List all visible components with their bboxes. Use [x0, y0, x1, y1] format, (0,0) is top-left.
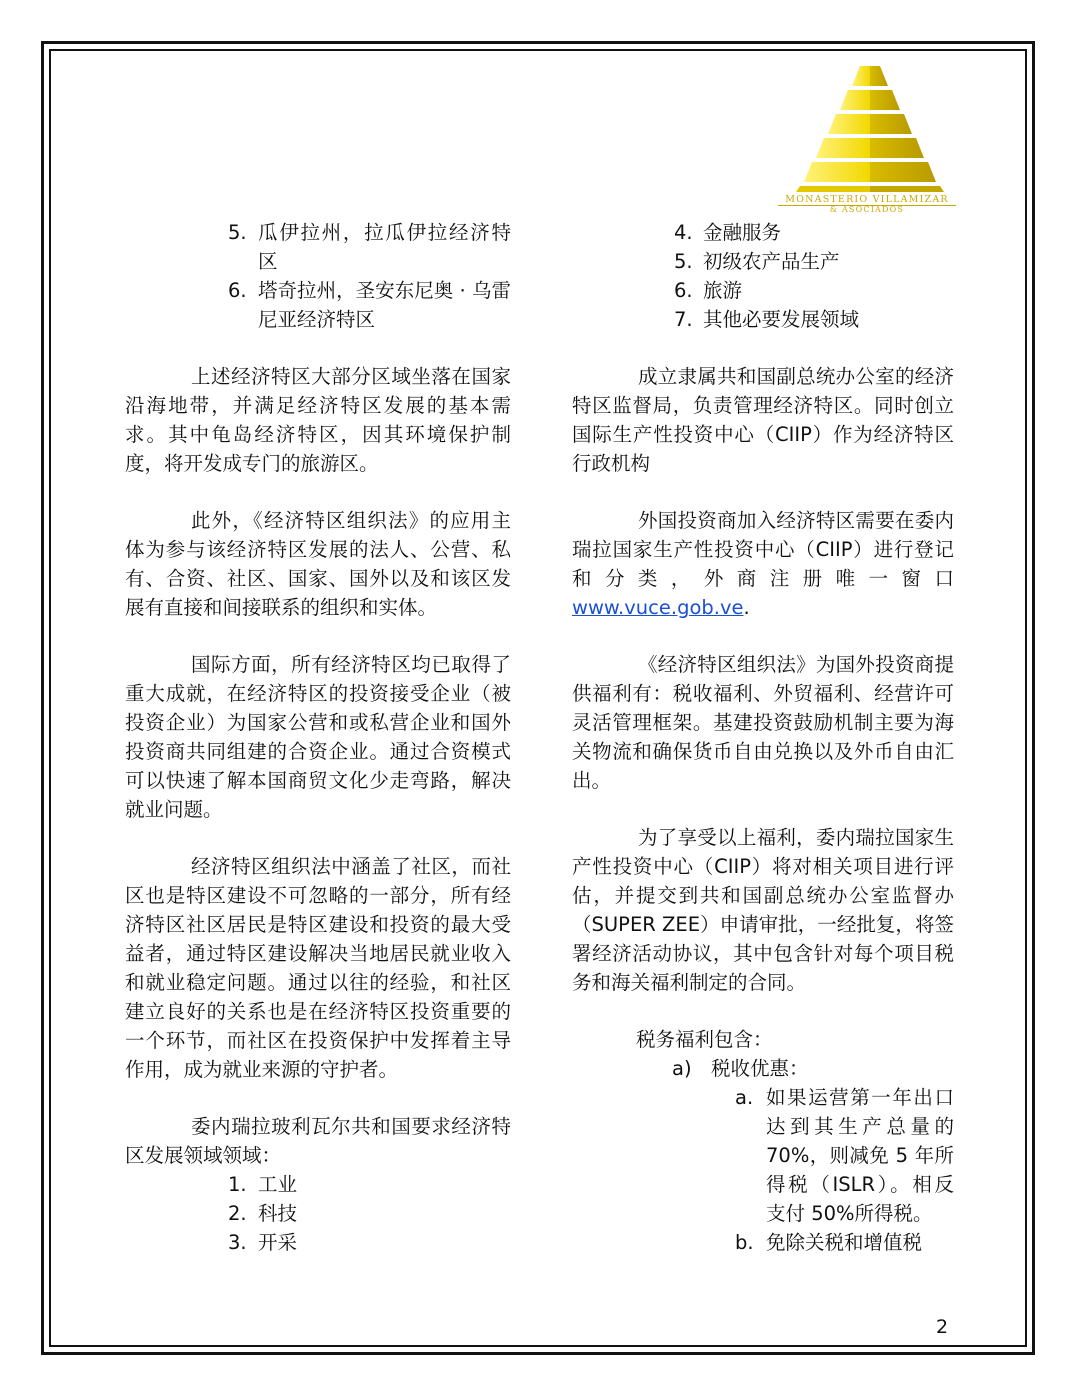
paragraph: 此外，《经济特区组织法》的应用主体为参与该经济特区发展的法人、公营、私有、合资、社区、国家、国外以及和该区发展有直接和间接联系的组织和实体。 [125, 509, 511, 619]
left-column [125, 218, 511, 1257]
list-item: 3. 开采 [228, 1231, 298, 1254]
list-item: 7. 其他必要发展领域 [674, 308, 860, 331]
paragraph: 国际方面，所有经济特区均已取得了重大成就，在经济特区的投资接受企业（被投资企业）为国家公营和或私营企业和国外投资商共同组建的合资企业。通过合资模式可以快速了解本国商贸文化少走弯路，解决就业问题。 [125, 653, 511, 821]
list-item: 6. 旅游 [674, 279, 743, 302]
tax-heading: 税务福利包含： [636, 1028, 773, 1051]
right-column [572, 218, 954, 1257]
list-item: 1. 工业 [228, 1173, 298, 1196]
paragraph: 《经济特区组织法》为国外投资商提供福利有：税收福利、外贸福利、经营许可灵活管理框架。基建投资鼓励机制主要为海关物流和确保货币自由兑换以及外币自由汇出。 [572, 653, 954, 792]
paragraph: 上述经济特区大部分区域坐落在国家沿海地带，并满足经济特区发展的基本需求。其中龟岛经济特区，因其环境保护制度，将开发成专门的旅游区。 [125, 365, 511, 475]
list-item: 5. 瓜伊拉州，拉瓜伊拉经济特区 [228, 221, 511, 273]
paragraph: 委内瑞拉玻利瓦尔共和国要求经济特区发展领域领域： [125, 1115, 511, 1167]
logo-company-suffix: & ASOCIADOS [829, 205, 905, 214]
paragraph: 外国投资商加入经济特区需要在委内瑞拉国家生产性投资中心（CIIP）进行登记和分类，外商注册唯一窗口www.vuce.gob.ve. [572, 509, 954, 619]
list-item: a. 如果运营第一年出口达到其生产总量的 70%，则减免 5 年所得税（ISLR）。相反支付 50%所得税。 [735, 1086, 954, 1225]
paragraph: 经济特区组织法中涵盖了社区，而社区也是特区建设不可忽略的一部分，所有经济特区社区居民是特区建设和投资的最大受益者，通过特区建设解决当地居民就业收入和就业稳定问题。通过以往的经验，和社区建立良好的关系也是在经济特区投资重要的一个环节，而社区在投资保护中发挥着主导作用，成为就业来源的守护者。 [125, 855, 511, 1081]
vuce-link[interactable]: www.vuce.gob.ve [572, 596, 744, 619]
list-item: a) 税收优惠： [672, 1057, 809, 1080]
list-item: b. 免除关税和增值税 [735, 1231, 923, 1254]
list-item: 6. 塔奇拉州，圣安东尼奥 · 乌雷尼亚经济特区 [228, 279, 511, 331]
list-item: 5. 初级农产品生产 [674, 250, 840, 273]
logo-company-name: MONASTERIO VILLAMIZAR [785, 194, 949, 205]
list-item: 2. 科技 [228, 1202, 298, 1225]
page-number: 2 [936, 1316, 949, 1338]
list-item: 4. 金融服务 [674, 221, 782, 244]
paragraph: 为了享受以上福利，委内瑞拉国家生产性投资中心（CIIP）将对相关项目进行评估，并提交到共和国副总统办公室监督办（SUPER ZEE）申请审批，一经批复，将签署经济活动协议，其中包含针对每个项目税务和海关福利制定的合同。 [572, 826, 954, 994]
paragraph: 成立隶属共和国副总统办公室的经济特区监督局，负责管理经济特区。同时创立国际生产性投资中心（CIIP）作为经济特区行政机构 [572, 365, 954, 475]
